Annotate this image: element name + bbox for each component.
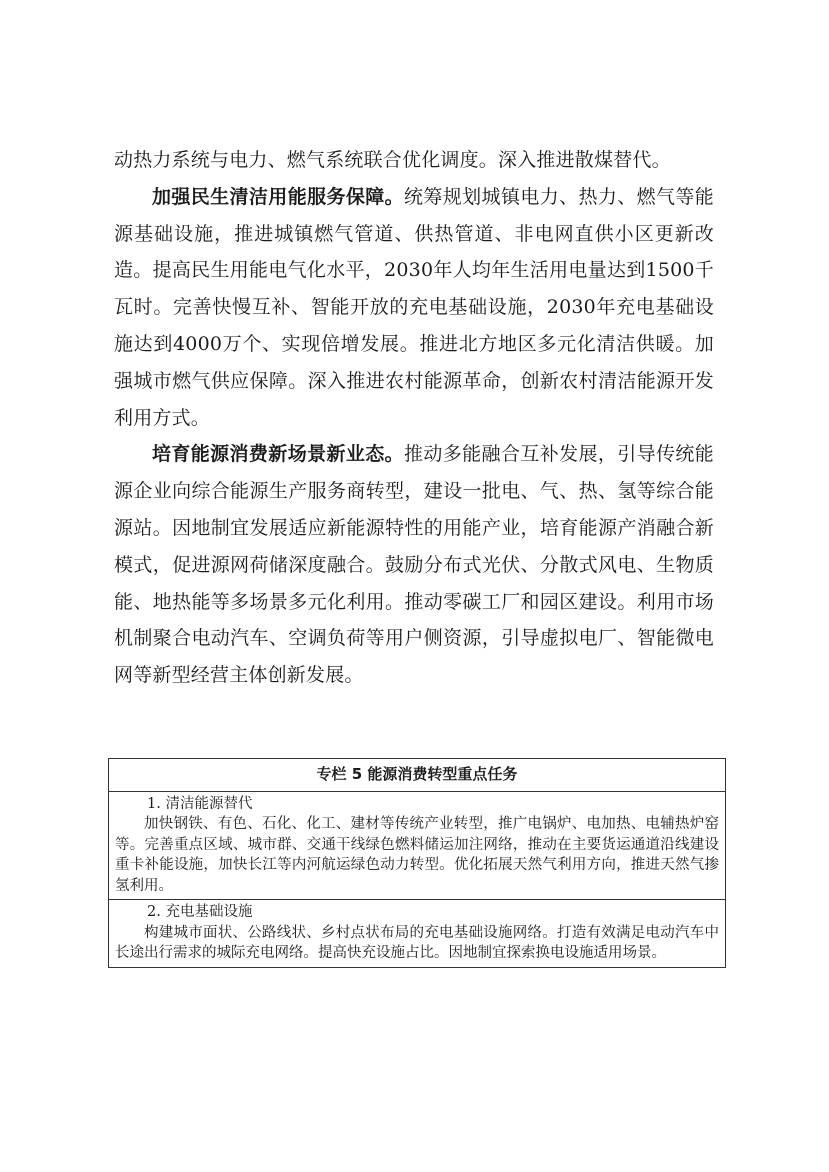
paragraph-2-lead: 加强民生清洁用能服务保障。 bbox=[152, 185, 405, 208]
box-title: 专栏 5 能源消费转型重点任务 bbox=[109, 759, 725, 792]
paragraph-2-body: 统筹规划城镇电力、热力、燃气等能源基础设施，推进城镇燃气管道、供热管道、非电网直供小区更新改造。提高民生用能电气化水平，2030年人均年生活用电量达到1500千瓦时。完善快慢互补、智能开放的充电基础设施，2030年充电基础设施达到4000万个、实现倍增发展。推进北方地区多元化清洁供暖。加强城市燃气供应保障。深入推进农村能源革命，创新农村清洁能源开发利用方式。 bbox=[114, 185, 714, 429]
box-section-clean-energy bbox=[109, 792, 725, 900]
paragraph-2 bbox=[114, 179, 714, 437]
box-section-text: 加快钢铁、有色、石化、化工、建材等传统产业转型，推广电锅炉、电加热、电辅热炉窑等。完善重点区域、城市群、交通干线绿色燃料储运加注网络，推动在主要货运通道沿线建设重卡补能设施，加快长江等内河航运绿色动力转型。优化拓展天然气利用方向，推进天然气掺氢利用。 bbox=[115, 816, 719, 894]
paragraph-3-body: 推动多能融合互补发展，引导传统能源企业向综合能源生产服务商转型，建设一批电、气、热、氢等综合能源站。因地制宜发展适应新能源特性的用能产业，培育能源产消融合新模式，促进源网荷储深度融合。鼓励分布式光伏、分散式风电、生物质能、地热能等多场景多元化利用。推动零碳工厂和园区建设。利用市场机制聚合电动汽车、空调负荷等用户侧资源，引导虚拟电厂、智能微电网等新型经营主体创新发展。 bbox=[114, 443, 714, 687]
paragraph-3-lead: 培育能源消费新场景新业态。 bbox=[152, 443, 405, 466]
paragraph-3 bbox=[114, 436, 714, 694]
feature-box bbox=[108, 758, 726, 968]
body-text bbox=[114, 142, 714, 694]
box-section-charging bbox=[109, 899, 725, 967]
box-section-text: 构建城市面状、公路线状、乡村点状布局的充电基础设施网络。打造有效满足电动汽车中长途出行需求的城际充电网络。提高快充设施占比。因地制宜探索换电设施适用场景。 bbox=[115, 924, 719, 961]
box-section-heading: 1. 清洁能源替代 bbox=[147, 795, 253, 812]
paragraph-1: 动热力系统与电力、燃气系统联合优化调度。深入推进散煤替代。 bbox=[114, 149, 671, 171]
box-section-heading: 2. 充电基础设施 bbox=[147, 904, 253, 920]
